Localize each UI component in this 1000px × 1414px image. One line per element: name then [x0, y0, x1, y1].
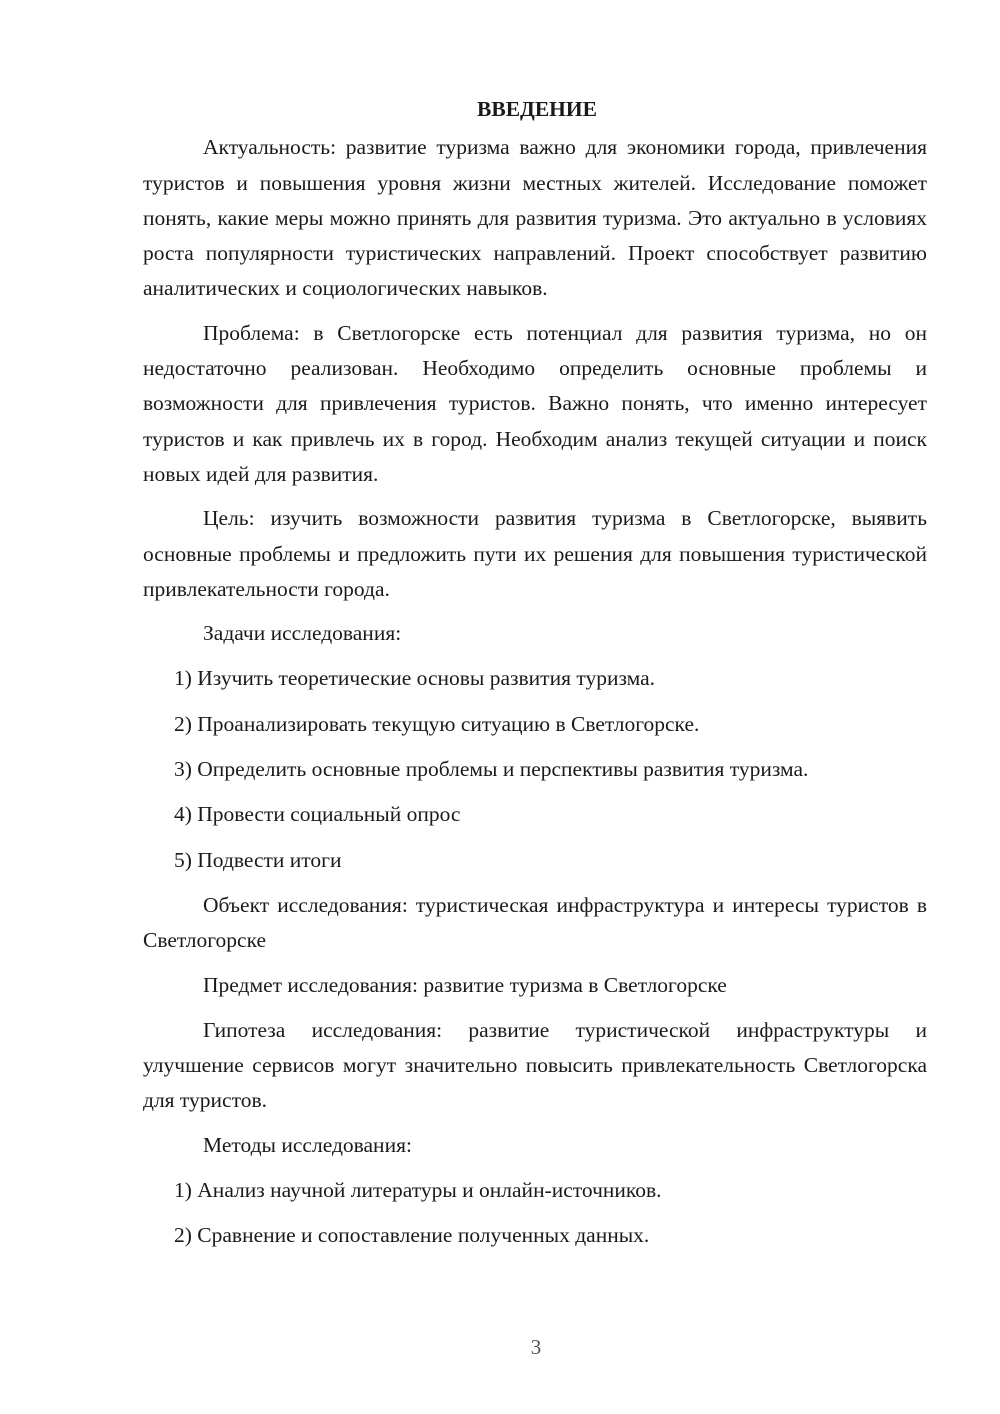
hypothesis-paragraph: Гипотеза исследования: развитие туристической инфраструктуры и улучшение сервисов могут значительно повысить привлекательность Светлогорска для туристов. — [143, 1017, 927, 1113]
goal-paragraph: Цель: изучить возможности развития туризма в Светлогорске, выявить основные проблемы и предложить пути их решения для повышения туристической привлекательности города. — [143, 506, 927, 601]
task-item-1: 1) Изучить теоретические основы развития туризма. — [174, 666, 656, 691]
task-item-4: 4) Провести социальный опрос — [174, 802, 461, 827]
page-number: 3 — [530, 1335, 542, 1359]
task-item-3: 3) Определить основные проблемы и перспективы развития туризма. — [174, 757, 809, 782]
document-page — [143, 92, 927, 1264]
subject-paragraph: Предмет исследования: развитие туризма в Светлогорске — [203, 972, 727, 997]
method-item-1: 1) Анализ научной литературы и онлайн-источников. — [174, 1178, 662, 1203]
section-title: ВВЕДЕНИЕ — [477, 97, 597, 121]
methods-heading: Методы исследования: — [203, 1132, 412, 1157]
problem-paragraph: Проблема: в Светлогорске есть потенциал для развития туризма, но он недостаточно реализован. Необходимо определить основные проблемы и возможности для привлечения туристов. Важно понять, что именно интересует туристов и как привлечь их в город. Необходим анализ текущей ситуации и поиск новых идей для развития. — [143, 320, 927, 486]
task-item-5: 5) Подвести итоги — [174, 847, 342, 872]
relevance-paragraph: Актуальность: развитие туризма важно для экономики города, привлечения туристов и повышения уровня жизни местных жителей. Исследование поможет понять, какие меры можно принять для развития туризма. Это актуально в условиях роста популярности туристических направлений. Проект способствует развитию аналитических и социологических навыков. — [143, 135, 927, 301]
object-paragraph: Объект исследования: туристическая инфраструктура и интересы туристов в Светлогорске — [143, 892, 927, 953]
tasks-heading: Задачи исследования: — [203, 621, 402, 646]
method-item-2: 2) Сравнение и сопоставление полученных данных. — [174, 1223, 650, 1248]
task-item-2: 2) Проанализировать текущую ситуацию в Светлогорске. — [174, 711, 700, 736]
